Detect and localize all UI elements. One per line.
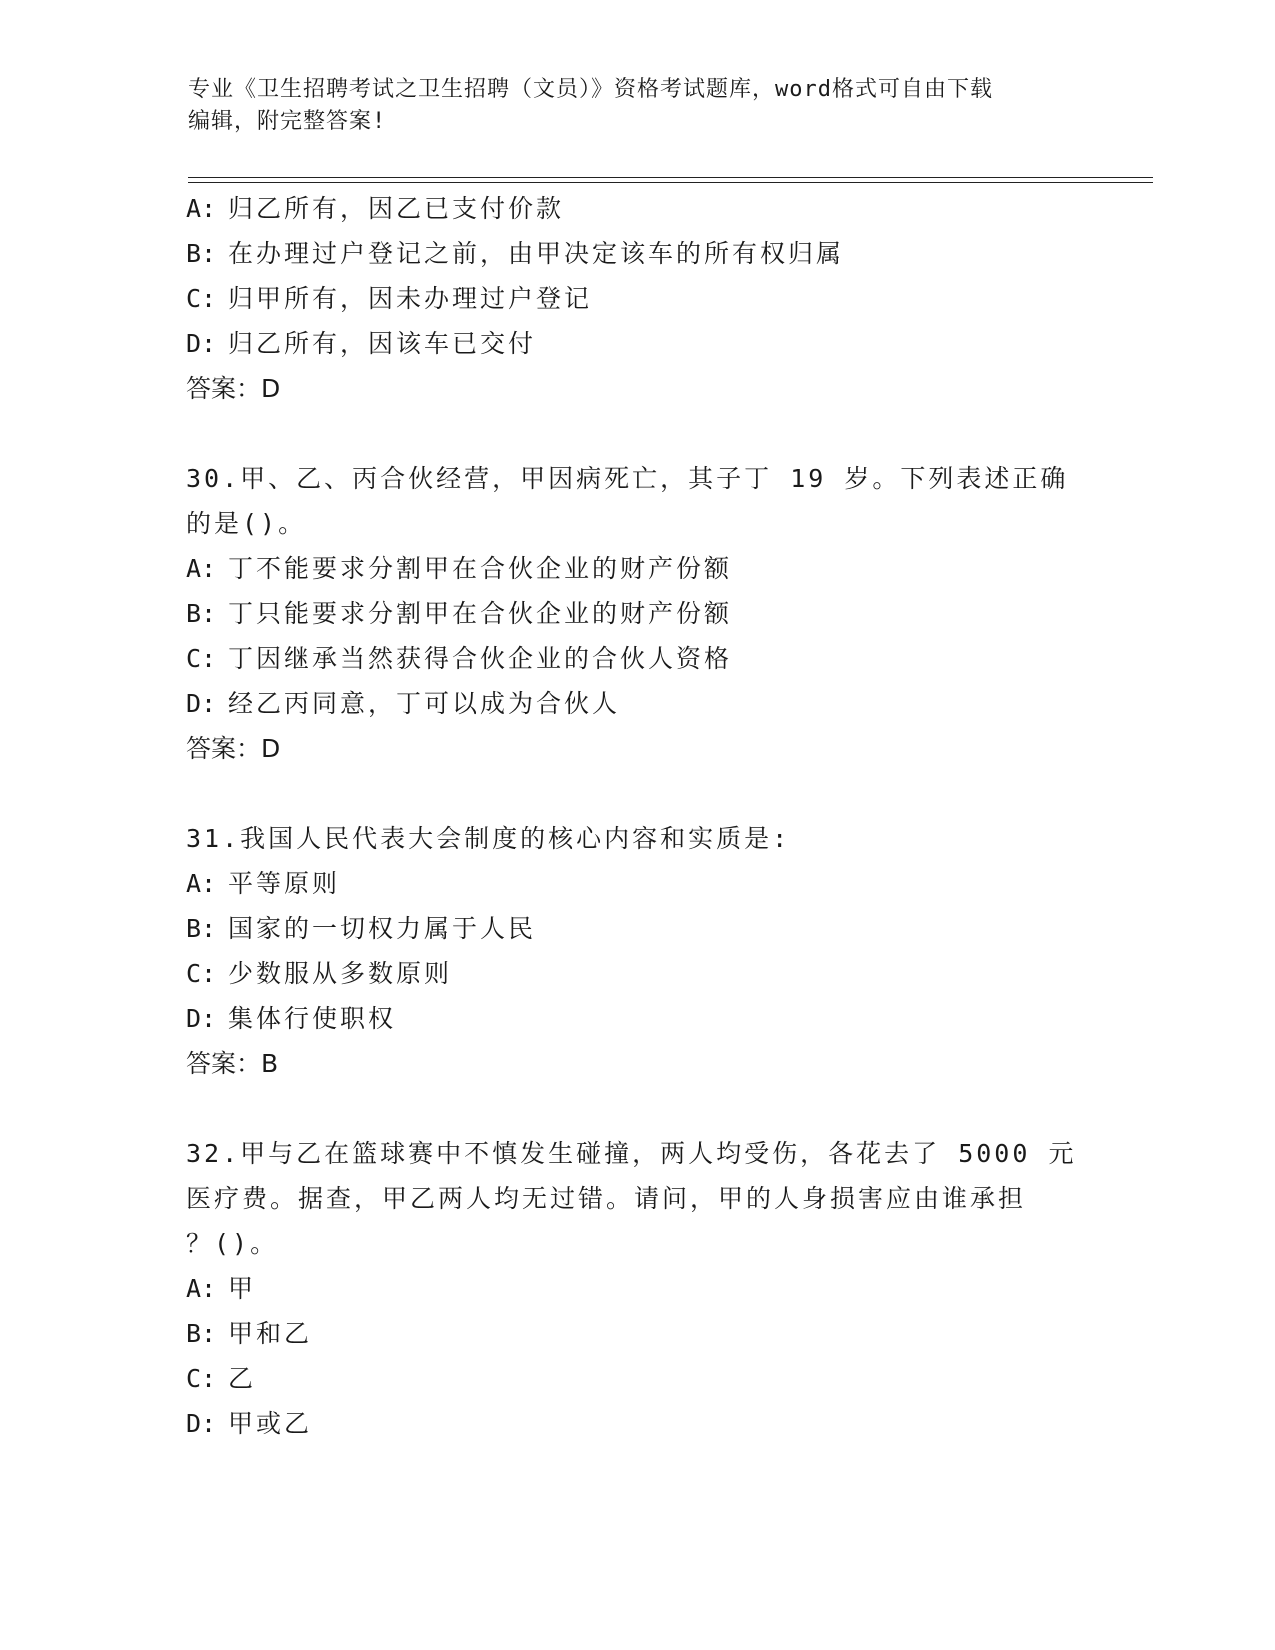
q32-stem-line-1: 32.甲与乙在篮球赛中不慎发生碰撞，两人均受伤，各花去了 5000 元 <box>186 1139 1077 1168</box>
option-letter: C: <box>186 1364 217 1393</box>
option-letter: B: <box>186 1319 217 1348</box>
option-letter: D: <box>186 1409 217 1438</box>
option-letter: D: <box>186 329 217 358</box>
option-text: 国家的一切权力属于人民 <box>228 914 537 943</box>
q31-option-b <box>186 912 536 946</box>
option-letter: D: <box>186 1004 217 1033</box>
option-letter: B: <box>186 599 217 628</box>
q31-answer: 答案：B <box>186 1049 279 1078</box>
option-text: 少数服从多数原则 <box>228 959 453 988</box>
header-divider-bottom <box>188 182 1153 183</box>
header-line-2: 编辑，附完整答案! <box>188 109 387 134</box>
option-text: 丁因继承当然获得合伙企业的合伙人资格 <box>228 644 733 673</box>
option-letter: C: <box>186 284 217 313</box>
header-line-1: 专业《卫生招聘考试之卫生招聘（文员）》资格考试题库，word格式可自由下载 <box>188 77 993 102</box>
option-letter: C: <box>186 959 217 988</box>
option-text: 平等原则 <box>228 869 341 898</box>
option-letter: A: <box>186 194 217 223</box>
q31-option-c <box>186 957 452 991</box>
option-letter: C: <box>186 644 217 673</box>
q30-option-b <box>186 597 732 631</box>
option-letter: D: <box>186 689 217 718</box>
option-text: 归甲所有，因未办理过户登记 <box>228 284 593 313</box>
option-text: 甲或乙 <box>228 1409 313 1438</box>
option-letter: A: <box>186 869 217 898</box>
q32-option-a <box>186 1272 256 1306</box>
option-text: 在办理过户登记之前，由甲决定该车的所有权归属 <box>228 239 845 268</box>
q31-option-a <box>186 867 340 901</box>
q32-stem-line-2: 医疗费。据查，甲乙两人均无过错。请问，甲的人身损害应由谁承担 <box>186 1184 1027 1213</box>
q31-stem-line-1: 31.我国人民代表大会制度的核心内容和实质是: <box>186 824 791 853</box>
q31-option-d <box>186 1002 396 1036</box>
q30-option-d <box>186 687 620 721</box>
option-letter: B: <box>186 239 217 268</box>
option-text: 乙 <box>228 1364 257 1393</box>
q30-stem-line-1: 30.甲、乙、丙合伙经营，甲因病死亡，其子丁 19 岁。下列表述正确 <box>186 464 1069 493</box>
option-text: 甲和乙 <box>228 1319 313 1348</box>
option-text: 归乙所有，因该车已交付 <box>228 329 537 358</box>
q29-option-b <box>186 237 844 271</box>
q29-option-d <box>186 327 536 361</box>
q29-option-a <box>186 192 564 226</box>
option-text: 甲 <box>228 1274 257 1303</box>
option-text: 归乙所有，因乙已支付价款 <box>228 194 565 223</box>
q32-stem-line-3: ？()。 <box>186 1229 279 1258</box>
option-text: 经乙丙同意，丁可以成为合伙人 <box>228 689 621 718</box>
option-letter: A: <box>186 554 217 583</box>
q32-option-c <box>186 1362 256 1396</box>
option-letter: A: <box>186 1274 217 1303</box>
option-text: 丁只能要求分割甲在合伙企业的财产份额 <box>228 599 733 628</box>
q32-option-b <box>186 1317 312 1351</box>
option-text: 集体行使职权 <box>228 1004 397 1033</box>
q29-answer: 答案：D <box>186 374 281 403</box>
header-divider-top <box>188 177 1153 178</box>
q30-option-c <box>186 642 732 676</box>
q30-answer: 答案：D <box>186 734 281 763</box>
option-letter: B: <box>186 914 217 943</box>
q30-option-a <box>186 552 732 586</box>
document-header <box>188 74 1088 138</box>
q30-stem-line-2: 的是()。 <box>186 509 307 538</box>
option-text: 丁不能要求分割甲在合伙企业的财产份额 <box>228 554 733 583</box>
q32-option-d <box>186 1407 312 1441</box>
q29-option-c <box>186 282 592 316</box>
